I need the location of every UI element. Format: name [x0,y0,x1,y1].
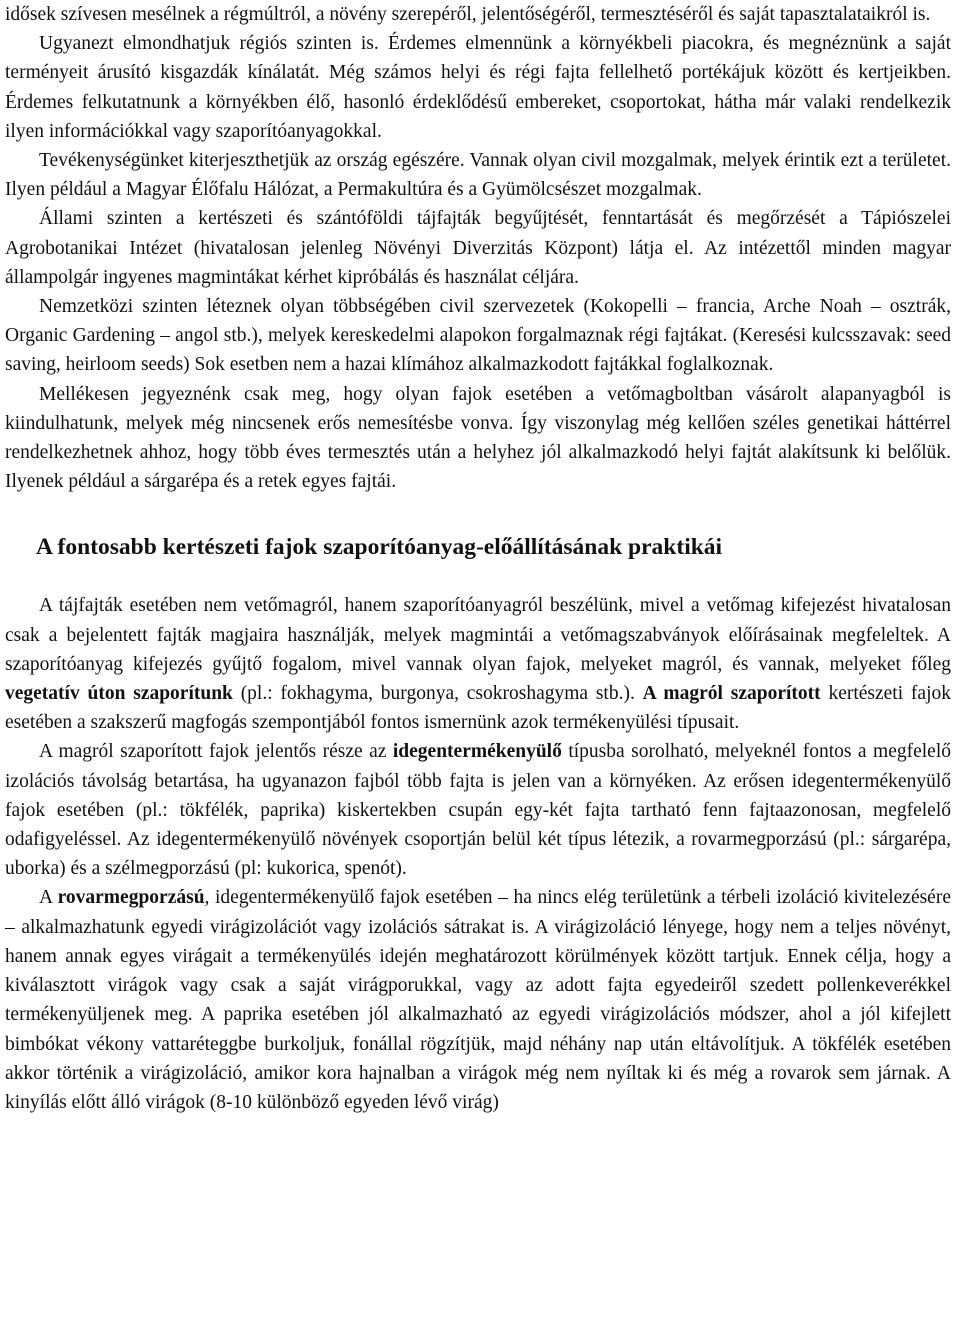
paragraph [5,0,951,29]
paragraph [5,292,951,380]
document-page [5,0,951,1117]
text-run: A [39,887,58,909]
section-heading: A fontosabb kertészeti fajok szaporítóanyag-előállításának praktikái [36,534,723,561]
text-run: (pl.: fokhagyma, burgonya, csokroshagyma stb.). [232,683,643,705]
text-run: Mellékesen jegyeznénk csak meg, hogy olyan fajok esetében a vetőmagboltban vásárolt alapanyagból is kiindulhatunk, melyek még nincsenek erős nemesítésbe vonva. Így viszonylag még kellően széles genetikai háttérrel rendelkezhetnek ahhoz, hogy több éves termesztés után a helyhez jól alkalmazkodó helyi fajtát alakítsunk ki belőlük. Ilyenek például a sárgarépa és a retek egyes fajtái. [5,383,951,493]
text-run: A magról szaporított fajok jelentős része az [39,741,393,763]
bold-term: rovarmegporzású [57,887,205,909]
paragraph [5,591,951,737]
text-run: idősek szívesen mesélnek a régmúltról, a növény szerepéről, jelentőségéről, termesztéséről és saját tapasztalataikról is. [5,4,931,25]
body-text-top [5,0,951,496]
paragraph [5,380,951,497]
bold-term: idegentermékenyülő [392,741,562,763]
paragraph [5,883,951,1117]
text-run: Állami szinten a kertészeti és szántóföldi tájfajták begyűjtését, fenntartását és megőrzését a Tápiószelei Agrobotanikai Intézet (hivatalosan jelenleg Növényi Diverzitás Központ) látja el. Az intézettől minden magyar állampolgár ingyenes magmintákat kérhet kipróbálás és használat céljára. [5,208,951,288]
paragraph [5,29,951,146]
text-run: típusba sorolható, melyeknél fontos a megfelelő izolációs távolság betartása, ha ugyanazon fajból több fajta is jelen van a környéken. Az erősen idegentermékenyülő fajok esetében (pl.: tökfélék, paprika) kiskertekben csupán egy-két fajta tartható fenn fajtaazonosan, megfelelő odafigyeléssel. Az idegentermékenyülő növények csoportján belül két típus létezik, a rovarmegporzású (pl.: sárgarépa, uborka) és a szélmegporzású (pl: kukorica, spenót). [5,741,951,880]
text-run: Tevékenységünket kiterjeszthetjük az ország egészére. Vannak olyan civil mozgalmak, melyek érintik ezt a területet. Ilyen például a Magyar Élőfalu Hálózat, a Permakultúra és a Gyümölcsészet mozgalmak. [5,150,951,201]
bold-term: A magról szaporított [642,683,821,705]
paragraph [5,737,951,883]
text-run: , idegentermékenyülő fajok esetében – ha nincs elég területünk a térbeli izoláció kivitelezésére – alkalmazhatunk egyedi virágizolációt vagy izolációs sátrakat is. A virágizoláció lényege, hogy nem a teljes növényt, hanem annak egyes virágait a termékenyülés idején meghatározott körülmények között tartjuk. Ennek célja, hogy a kiválasztott virágok vagy csak a saját virágporukkal, vagy az adott fajta egyedeiről szedett pollenkeverékkel termékenyüljenek meg. A paprika esetében jól alkalmazható az egyedi virágizolációs módszer, ahol a jól kifejlett bimbókat vékony vattaréteggbe burkoljuk, fonállal rögzítjük, majd néhány nap után eltávolítjuk. A tökfélék esetében akkor történik a virágizoláció, amikor kora hajnalban a virágok még nem nyíltak ki és még a rovarok sem járnak. A kinyílás előtt álló virágok (8-10 különböző egyeden lévő virág) [5,887,951,1113]
text-run: A tájfajták esetében nem vetőmagról, hanem szaporítóanyagról beszélünk, mivel a vetőmag kifejezést hivatalosan csak a bejelentett fajták magjaira használják, melyek magmintái a vetőmagszabványok előírásainak megfeleltek. A szaporítóanyag kifejezés gyűjtő fogalom, mivel vannak olyan fajok, melyeket magról, és vannak, melyeket főleg [5,595,951,675]
text-run: Ugyanezt elmondhatjuk régiós szinten is. Érdemes elmennünk a környékbeli piacokra, és megnéznünk a saját terményeit árusító kisgazdák kínálatát. Még számos helyi és régi fajta fellelhető portékájuk között és kertjeikben. Érdemes felkutatnunk a környékben élő, hasonló érdeklődésű embereket, csoportokat, hátha már valaki rendelkezik ilyen információkkal vagy szaporítóanyagokkal. [5,33,951,142]
paragraph [5,204,951,292]
text-run: kertészeti fajok esetében a szakszerű magfogás szempontjából fontos ismernünk azok termékenyülési típusait. [5,683,951,734]
bold-term: vegetatív úton szaporítunk [5,683,233,705]
paragraph [5,146,951,204]
text-run: Nemzetközi szinten léteznek olyan többségében civil szervezetek (Kokopelli – francia, Arche Noah – osztrák, Organic Gardening – angol stb.), melyek kereskedelmi alapokon forgalmaznak régi fajtákat. (Keresési kulcsszavak: seed saving, heirloom seeds) Sok esetben nem a hazai klímához alkalmazkodott fajtákkal foglalkoznak. [5,296,951,376]
body-text-bottom [5,591,951,1117]
